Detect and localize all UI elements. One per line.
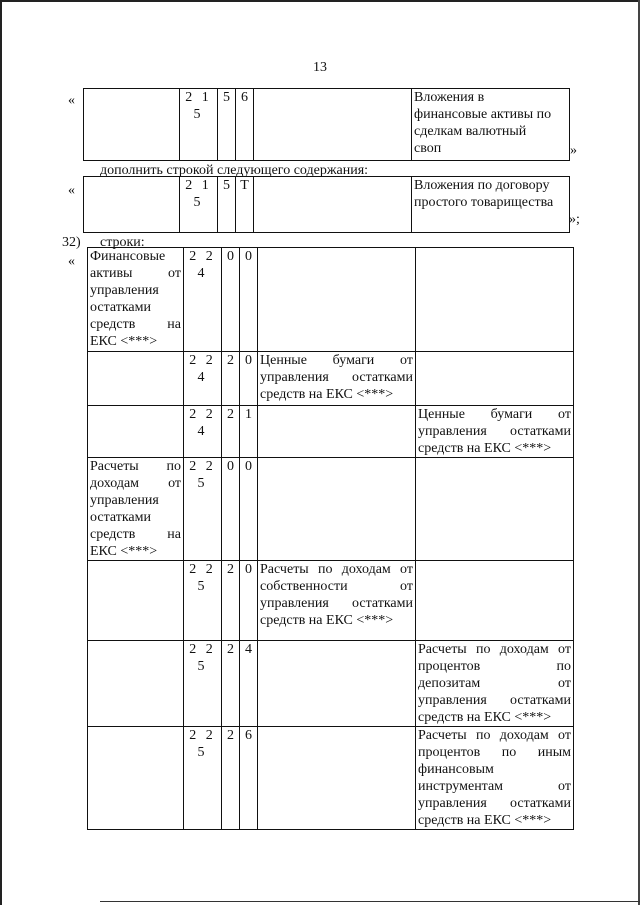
code-sub-1: 5 [218,177,236,233]
code-main: 2 2 4 [184,248,222,352]
description-cell-a [258,248,416,352]
code-main: 2 1 5 [180,177,218,233]
main-table [87,247,574,830]
code-main: 2 2 5 [184,561,222,641]
description-line: Вложения по договору [414,178,550,193]
cell-empty [254,89,412,161]
description-cell-b [416,727,574,830]
code-sub-1: 5 [218,89,236,161]
description-line: простого товарищества [414,195,554,210]
description-line: финансовые активы по [414,107,552,122]
close-quote-2: »; [569,212,580,227]
page-edge-top [0,0,640,2]
description-cell-b [416,458,574,561]
row-label-line: средств на [90,527,181,542]
section-label: строки: [100,235,145,250]
code-main: 2 2 5 [184,727,222,830]
description-line: Расчеты по доходам от [418,642,571,657]
row-label-line: ЕКС <***> [90,334,158,349]
description-cell-a [258,406,416,458]
description-line: управления остатками [418,693,571,708]
code-sub-1: 2 [222,352,240,406]
code-sub-2: 0 [240,248,258,352]
description-line: средств на ЕКС <***> [260,387,394,402]
open-quote-2: « [68,183,75,198]
description-line: процентов по [418,659,571,674]
code-sub-1: 2 [222,727,240,830]
cell-empty [84,177,180,233]
code-table-1 [83,88,570,161]
description-line: средств на ЕКС <***> [418,710,552,725]
description-cell [412,177,570,233]
description-cell-a [258,561,416,641]
section-number: 32) [62,235,81,250]
description-line: средств на ЕКС <***> [418,441,552,456]
description-line: собственности от [260,579,413,594]
table-row [88,352,574,406]
description-line: Ценные бумаги от [260,353,413,368]
code-sub-2: 4 [240,641,258,727]
description-cell-b [416,248,574,352]
description-cell [412,89,570,161]
row-label-line: остатками [90,510,151,525]
row-label-line: средств на [90,317,181,332]
code-sub-2: 0 [240,352,258,406]
description-line: управления остатками [418,424,571,439]
code-sub-1: 0 [222,248,240,352]
code-sub-1: 2 [222,641,240,727]
description-line: своп [414,141,442,156]
row-label-line: управления [90,283,159,298]
table-row [88,727,574,830]
code-main: 2 2 5 [184,641,222,727]
code-sub-1: 2 [222,561,240,641]
row-label-line: Расчеты по [90,459,181,474]
description-cell-b [416,641,574,727]
page-number: 13 [313,60,327,75]
row-label-line: активы от [90,266,181,281]
description-line: депозитам от [418,676,571,691]
code-sub-2: 1 [240,406,258,458]
description-line: управления остатками [418,796,571,811]
description-line: инструментам от [418,779,571,794]
cell-empty [84,89,180,161]
row-label-cell [88,352,184,406]
row-label-line: остатками [90,300,151,315]
code-sub-2: 0 [240,561,258,641]
description-line: финансовым [418,762,494,777]
code-sub-1: 2 [222,406,240,458]
close-quote-1: » [570,143,577,158]
code-main: 2 2 4 [184,406,222,458]
row-label-cell [88,727,184,830]
row-label-cell [88,561,184,641]
row-label-line: ЕКС <***> [90,544,158,559]
description-line: Вложения в [414,90,485,105]
description-line: средств на ЕКС <***> [418,813,552,828]
page-edge-bottom [100,901,640,902]
row-label-cell [88,406,184,458]
cell-empty [254,177,412,233]
description-line: Ценные бумаги от [418,407,571,422]
code-main: 2 1 5 [180,89,218,161]
instruction-text: дополнить строкой следующего содержания: [100,163,369,178]
table-row [88,406,574,458]
row-label-line: управления [90,493,159,508]
description-line: процентов по иным [418,745,571,760]
page-edge-left [0,0,2,905]
description-line: сделкам валютный [414,124,527,139]
code-main: 2 2 4 [184,352,222,406]
open-quote-1: « [68,93,75,108]
description-cell-b [416,352,574,406]
table-row [88,248,574,352]
description-cell-a [258,352,416,406]
description-cell-b [416,561,574,641]
open-quote-3: « [68,254,75,269]
code-table-2 [83,176,570,233]
description-cell-a [258,458,416,561]
description-cell-a [258,641,416,727]
table-row [88,641,574,727]
code-sub-2: 6 [240,727,258,830]
code-sub-1: 0 [222,458,240,561]
code-main: 2 2 5 [184,458,222,561]
code-sub-2: Т [236,177,254,233]
description-line: средств на ЕКС <***> [260,613,394,628]
description-line: Расчеты по доходам от [260,562,413,577]
description-line: управления остатками [260,596,413,611]
description-cell-b [416,406,574,458]
table-row [88,561,574,641]
row-label-cell [88,641,184,727]
description-line: Расчеты по доходам от [418,728,571,743]
code-sub-2: 6 [236,89,254,161]
description-cell-a [258,727,416,830]
code-sub-2: 0 [240,458,258,561]
row-label-cell [88,458,184,561]
row-label-cell [88,248,184,352]
description-line: управления остатками [260,370,413,385]
row-label-line: Финансовые [90,249,166,264]
table-row [88,458,574,561]
row-label-line: доходам от [90,476,181,491]
